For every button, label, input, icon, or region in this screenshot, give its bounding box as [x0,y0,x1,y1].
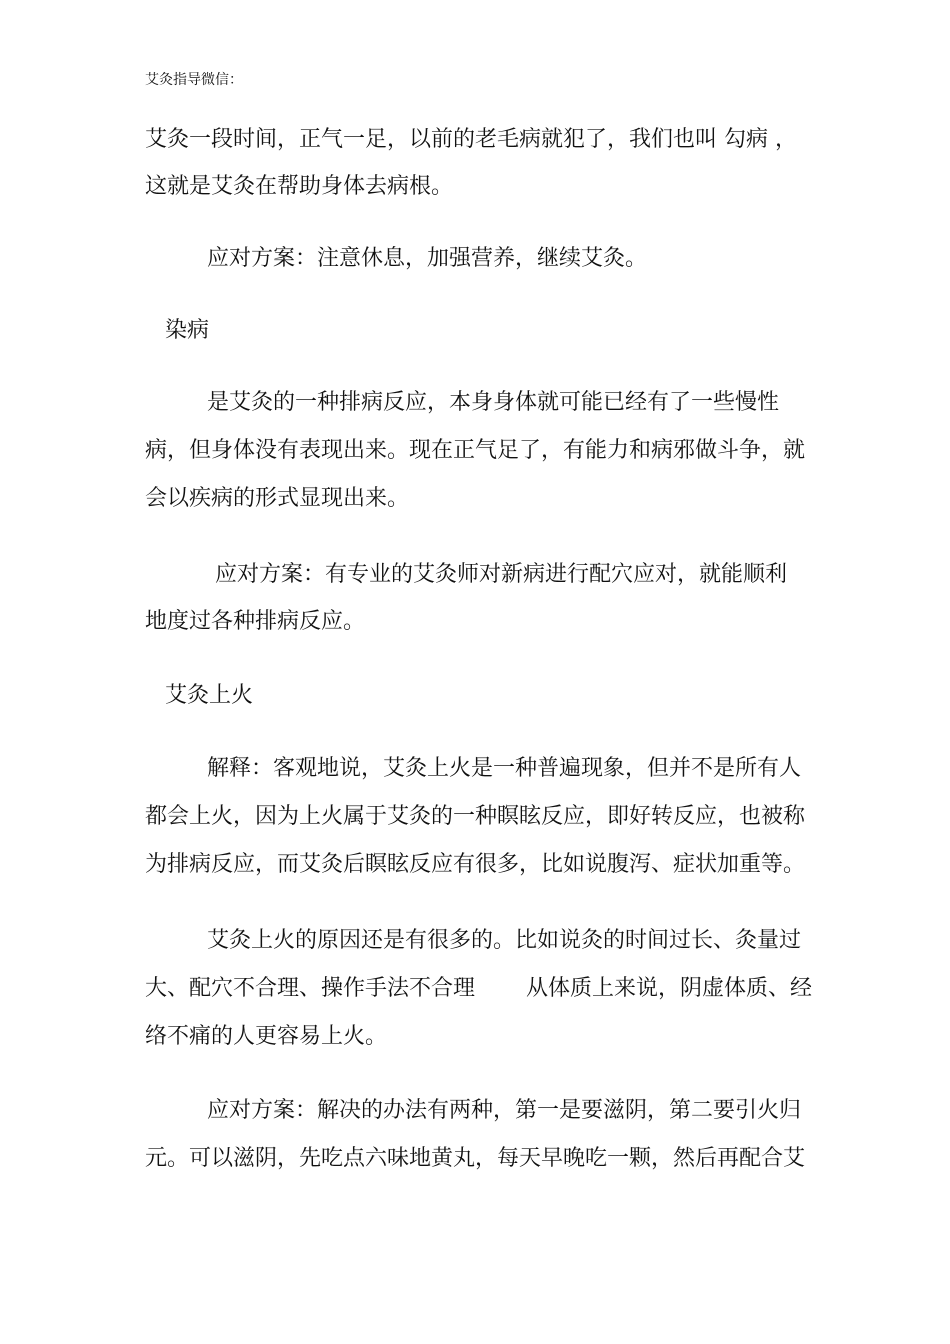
section-heading: 染病 [165,318,210,343]
text-line: 地度过各种排病反应。 [145,609,366,634]
text-line: 络不痛的人更容易上火。 [145,1024,388,1049]
text-line: 大、配穴不合理、操作手法不合理 从体质上来说，阴虚体质、经 [145,976,812,1001]
page-header: 艾灸指导微信： [145,72,243,88]
text-line: 这就是艾灸在帮助身体去病根。 [145,174,454,199]
text-line: 艾灸一段时间，正气一足，以前的老毛病就犯了，我们也叫 勾病 ， [145,127,797,152]
text-line: 病，但身体没有表现出来。现在正气足了，有能力和病邪做斗争，就 [145,438,806,463]
paragraph-line: 应对方案：注意休息，加强营养，继续艾灸。 [207,246,648,271]
paragraph-line: 艾灸上火的原因还是有很多的。比如说灸的时间过长、灸量过 [207,928,802,953]
text-line: 为排病反应，而艾灸后瞑眩反应有很多，比如说腹泻、症状加重等。 [145,852,806,877]
paragraph-line: 应对方案：解决的办法有两种，第一是要滋阴，第二要引火归 [207,1098,802,1123]
text-line: 会以疾病的形式显现出来。 [145,486,410,511]
paragraph-line: 应对方案：有专业的艾灸师对新病进行配穴应对，就能顺利 [215,562,788,587]
paragraph-line: 是艾灸的一种排病反应，本身身体就可能已经有了一些慢性 [207,390,780,415]
text-line: 都会上火，因为上火属于艾灸的一种瞑眩反应，即好转反应，也被称 [145,804,806,829]
section-heading: 艾灸上火 [165,683,254,708]
paragraph-line: 解释：客观地说，艾灸上火是一种普遍现象，但并不是所有人 [207,756,802,781]
text-line: 元。可以滋阴，先吃点六味地黄丸，每天早晚吃一颗，然后再配合艾 [145,1146,806,1171]
